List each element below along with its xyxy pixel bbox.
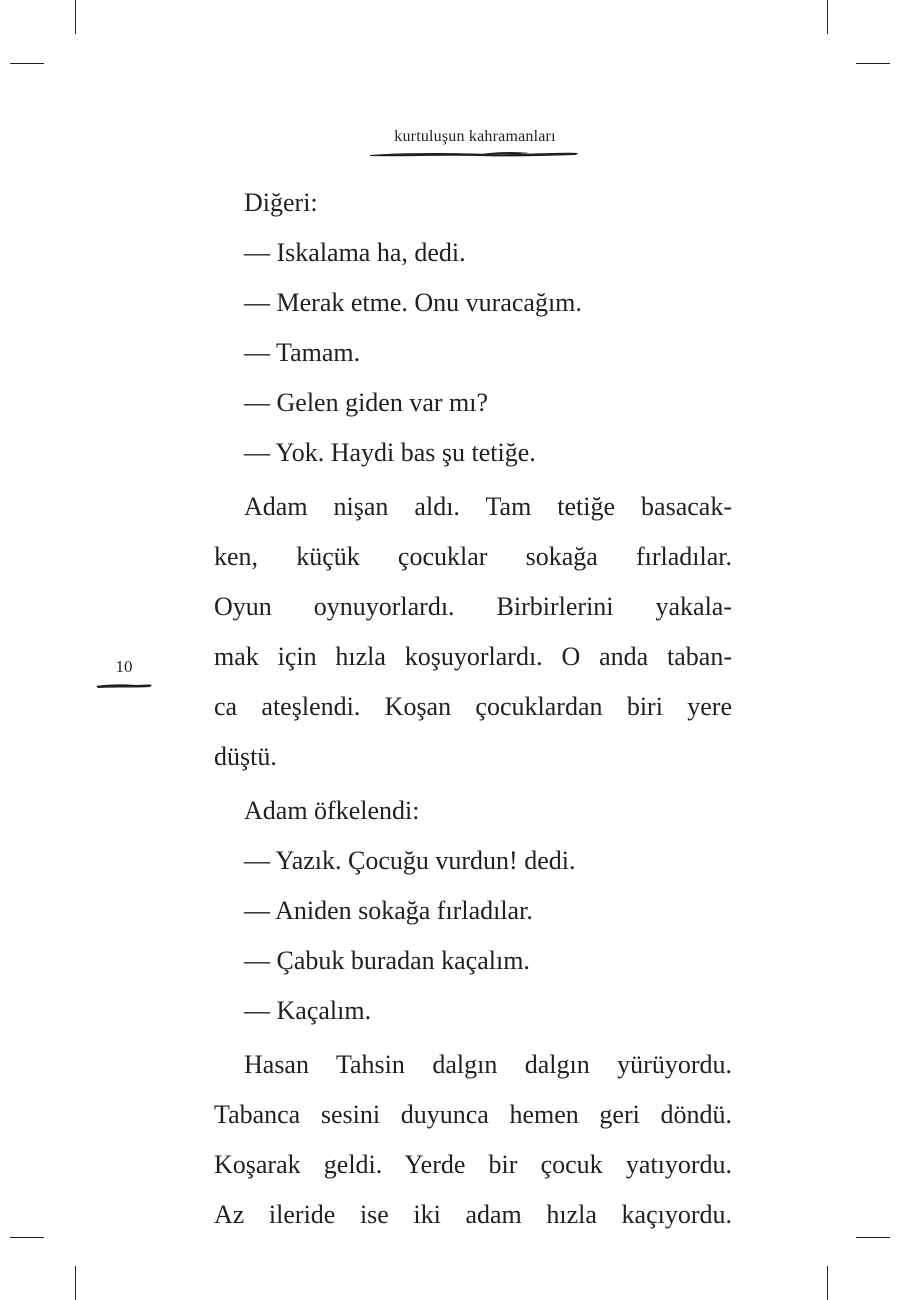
page-number-brush-stroke <box>96 681 152 689</box>
paragraph-line: Az ileride ise iki adam hızla kaçıyordu. <box>214 1200 732 1229</box>
paragraph-line: ca ateşlendi. Koşan çocuklardan biri yere <box>214 692 732 721</box>
dialogue-line: — Gelen giden var mı? <box>244 388 489 417</box>
crop-mark-top-left <box>75 0 76 34</box>
body-text <box>214 178 732 1240</box>
text-line: Diğeri: <box>244 188 318 217</box>
crop-mark-bottom-right <box>827 1266 828 1300</box>
paragraph-line: mak için hızla koşuyorlardı. O anda taban- <box>214 642 732 671</box>
dialogue-line: — Kaçalım. <box>244 996 372 1025</box>
dialogue-line: — Yazık. Çocuğu vurdun! dedi. <box>244 846 576 875</box>
running-header <box>370 128 580 158</box>
paragraph-line: Hasan Tahsin dalgın dalgın yürüyordu. <box>244 1050 732 1079</box>
paragraph-line: düştü. <box>214 742 277 771</box>
dialogue-line: — Çabuk buradan kaçalım. <box>244 946 530 975</box>
paragraph-line: Adam nişan aldı. Tam tetiğe basacak- <box>244 492 732 521</box>
dialogue-line: — Aniden sokağa fırladılar. <box>244 896 533 925</box>
page-number-block <box>96 657 152 689</box>
crop-mark-left-bottom <box>10 1237 44 1238</box>
page-number: 10 <box>115 657 133 676</box>
dialogue-line: — Yok. Haydi bas şu tetiğe. <box>244 438 536 467</box>
dialogue-line: — Tamam. <box>244 338 361 367</box>
paragraph-line: Oyun oynuyorlardı. Birbirlerini yakala- <box>214 592 732 621</box>
paragraph-line: Tabanca sesini duyunca hemen geri döndü. <box>214 1100 732 1129</box>
running-title: kurtuluşun kahramanları <box>394 128 556 145</box>
paragraph-line: ken, küçük çocuklar sokağa fırladılar. <box>214 542 732 571</box>
header-brush-stroke <box>370 150 580 158</box>
crop-mark-right-top <box>856 63 890 64</box>
crop-mark-bottom-left <box>75 1266 76 1300</box>
text-line: Adam öfkelendi: <box>244 796 420 825</box>
crop-mark-top-right <box>827 0 828 34</box>
dialogue-line: — Merak etme. Onu vuracağım. <box>244 288 582 317</box>
paragraph-line: Koşarak geldi. Yerde bir çocuk yatıyordu. <box>214 1150 732 1179</box>
crop-mark-right-bottom <box>856 1237 890 1238</box>
dialogue-line: — Iskalama ha, dedi. <box>244 238 466 267</box>
crop-mark-left-top <box>10 63 44 64</box>
